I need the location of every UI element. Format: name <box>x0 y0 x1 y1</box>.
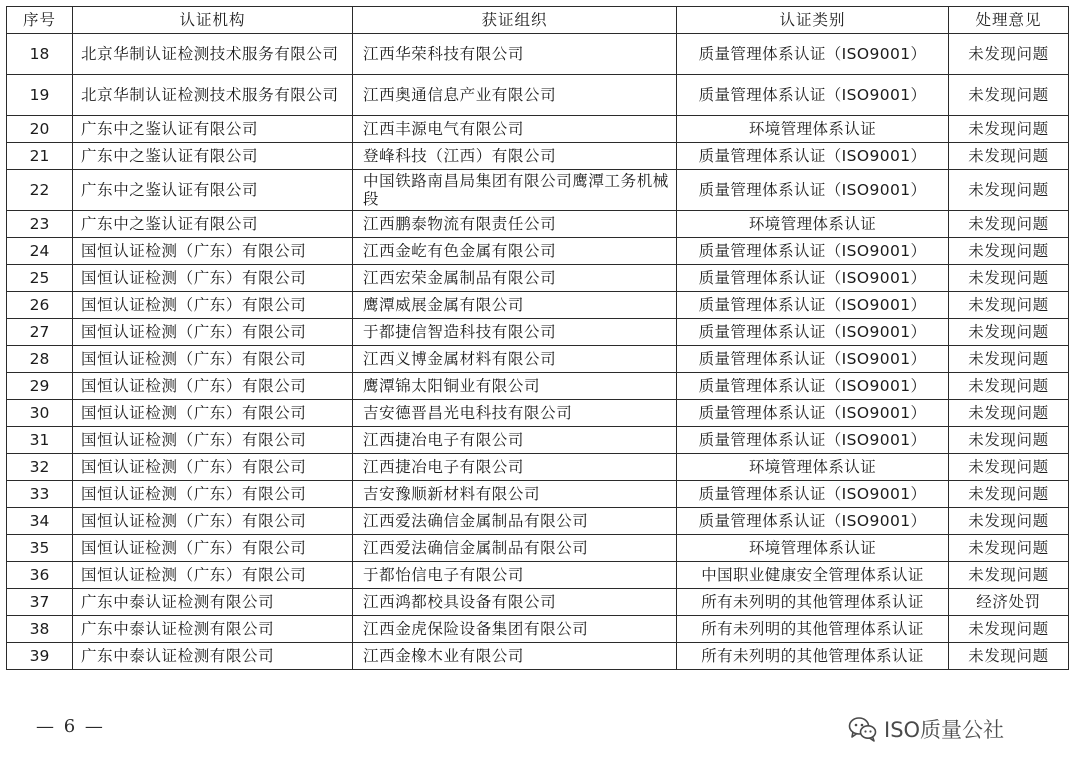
row-cert-type: 质量管理体系认证（ISO9001） <box>677 400 949 427</box>
row-result: 未发现问题 <box>949 170 1069 211</box>
row-organization: 鹰潭威展金属有限公司 <box>353 292 677 319</box>
table-header-row <box>7 7 1069 34</box>
watermark-text: ISO质量公社 <box>884 718 1005 742</box>
table-row <box>7 454 1069 481</box>
row-organization: 于都怡信电子有限公司 <box>353 562 677 589</box>
row-organization: 江西爱法确信金属制品有限公司 <box>353 508 677 535</box>
row-agency: 国恒认证检测（广东）有限公司 <box>73 292 353 319</box>
row-number: 35 <box>7 535 73 562</box>
table-row <box>7 116 1069 143</box>
row-agency: 北京华制认证检测技术服务有限公司 <box>73 75 353 116</box>
row-number: 27 <box>7 319 73 346</box>
table-row <box>7 427 1069 454</box>
row-organization: 江西丰源电气有限公司 <box>353 116 677 143</box>
row-number: 28 <box>7 346 73 373</box>
row-organization: 江西金虎保险设备集团有限公司 <box>353 616 677 643</box>
row-cert-type: 质量管理体系认证（ISO9001） <box>677 292 949 319</box>
row-cert-type: 所有未列明的其他管理体系认证 <box>677 616 949 643</box>
row-cert-type: 质量管理体系认证（ISO9001） <box>677 373 949 400</box>
table-row <box>7 373 1069 400</box>
row-result: 未发现问题 <box>949 508 1069 535</box>
row-organization: 江西捷冶电子有限公司 <box>353 427 677 454</box>
header-organization: 获证组织 <box>353 7 677 34</box>
row-organization: 江西奥通信息产业有限公司 <box>353 75 677 116</box>
row-cert-type: 质量管理体系认证（ISO9001） <box>677 143 949 170</box>
table-row <box>7 75 1069 116</box>
row-result: 经济处罚 <box>949 589 1069 616</box>
table-row <box>7 319 1069 346</box>
row-agency: 国恒认证检测（广东）有限公司 <box>73 454 353 481</box>
row-number: 26 <box>7 292 73 319</box>
row-agency: 国恒认证检测（广东）有限公司 <box>73 508 353 535</box>
row-cert-type: 质量管理体系认证（ISO9001） <box>677 481 949 508</box>
row-number: 30 <box>7 400 73 427</box>
row-result: 未发现问题 <box>949 346 1069 373</box>
row-agency: 国恒认证检测（广东）有限公司 <box>73 535 353 562</box>
row-result: 未发现问题 <box>949 400 1069 427</box>
row-agency: 广东中之鉴认证有限公司 <box>73 116 353 143</box>
wechat-icon <box>848 715 878 743</box>
row-organization: 江西捷冶电子有限公司 <box>353 454 677 481</box>
row-number: 37 <box>7 589 73 616</box>
row-result: 未发现问题 <box>949 143 1069 170</box>
row-result: 未发现问题 <box>949 238 1069 265</box>
row-number: 39 <box>7 643 73 670</box>
row-cert-type: 质量管理体系认证（ISO9001） <box>677 265 949 292</box>
table-row <box>7 211 1069 238</box>
row-organization: 鹰潭锦太阳铜业有限公司 <box>353 373 677 400</box>
row-cert-type: 环境管理体系认证 <box>677 211 949 238</box>
row-organization: 江西华荣科技有限公司 <box>353 34 677 75</box>
row-agency: 广东中泰认证检测有限公司 <box>73 589 353 616</box>
row-cert-type: 质量管理体系认证（ISO9001） <box>677 170 949 211</box>
certification-table-container <box>6 6 1068 670</box>
row-result: 未发现问题 <box>949 535 1069 562</box>
row-organization: 江西金屹有色金属有限公司 <box>353 238 677 265</box>
row-number: 20 <box>7 116 73 143</box>
row-result: 未发现问题 <box>949 427 1069 454</box>
row-number: 24 <box>7 238 73 265</box>
row-cert-type: 质量管理体系认证（ISO9001） <box>677 319 949 346</box>
table-row <box>7 143 1069 170</box>
row-number: 33 <box>7 481 73 508</box>
row-organization: 江西鸿都校具设备有限公司 <box>353 589 677 616</box>
row-number: 36 <box>7 562 73 589</box>
row-number: 25 <box>7 265 73 292</box>
table-row <box>7 170 1069 211</box>
row-organization: 吉安豫顺新材料有限公司 <box>353 481 677 508</box>
table-row <box>7 589 1069 616</box>
certification-table <box>6 6 1069 670</box>
row-number: 34 <box>7 508 73 535</box>
row-agency: 广东中之鉴认证有限公司 <box>73 211 353 238</box>
row-agency: 国恒认证检测（广东）有限公司 <box>73 427 353 454</box>
row-cert-type: 环境管理体系认证 <box>677 454 949 481</box>
table-row <box>7 238 1069 265</box>
row-cert-type: 质量管理体系认证（ISO9001） <box>677 508 949 535</box>
row-result: 未发现问题 <box>949 616 1069 643</box>
row-cert-type: 质量管理体系认证（ISO9001） <box>677 34 949 75</box>
header-result: 处理意见 <box>949 7 1069 34</box>
row-cert-type: 质量管理体系认证（ISO9001） <box>677 238 949 265</box>
header-number: 序号 <box>7 7 73 34</box>
row-result: 未发现问题 <box>949 292 1069 319</box>
row-organization: 江西金橡木业有限公司 <box>353 643 677 670</box>
row-number: 32 <box>7 454 73 481</box>
row-organization: 江西爱法确信金属制品有限公司 <box>353 535 677 562</box>
row-cert-type: 环境管理体系认证 <box>677 535 949 562</box>
row-result: 未发现问题 <box>949 373 1069 400</box>
row-agency: 北京华制认证检测技术服务有限公司 <box>73 34 353 75</box>
row-agency: 国恒认证检测（广东）有限公司 <box>73 562 353 589</box>
row-cert-type: 质量管理体系认证（ISO9001） <box>677 427 949 454</box>
row-number: 23 <box>7 211 73 238</box>
row-agency: 国恒认证检测（广东）有限公司 <box>73 481 353 508</box>
row-cert-type: 所有未列明的其他管理体系认证 <box>677 589 949 616</box>
row-number: 19 <box>7 75 73 116</box>
row-agency: 国恒认证检测（广东）有限公司 <box>73 373 353 400</box>
row-agency: 国恒认证检测（广东）有限公司 <box>73 346 353 373</box>
row-result: 未发现问题 <box>949 319 1069 346</box>
row-agency: 广东中之鉴认证有限公司 <box>73 170 353 211</box>
table-row <box>7 643 1069 670</box>
table-row <box>7 346 1069 373</box>
row-organization: 江西义博金属材料有限公司 <box>353 346 677 373</box>
row-agency: 国恒认证检测（广东）有限公司 <box>73 238 353 265</box>
table-row <box>7 535 1069 562</box>
table-row <box>7 616 1069 643</box>
row-agency: 广东中泰认证检测有限公司 <box>73 616 353 643</box>
row-number: 22 <box>7 170 73 211</box>
row-result: 未发现问题 <box>949 34 1069 75</box>
row-number: 38 <box>7 616 73 643</box>
row-number: 29 <box>7 373 73 400</box>
row-agency: 国恒认证检测（广东）有限公司 <box>73 319 353 346</box>
table-row <box>7 508 1069 535</box>
row-number: 31 <box>7 427 73 454</box>
row-cert-type: 中国职业健康安全管理体系认证 <box>677 562 949 589</box>
row-result: 未发现问题 <box>949 75 1069 116</box>
row-agency: 国恒认证检测（广东）有限公司 <box>73 265 353 292</box>
row-result: 未发现问题 <box>949 265 1069 292</box>
row-organization: 吉安德晋昌光电科技有限公司 <box>353 400 677 427</box>
row-number: 21 <box>7 143 73 170</box>
row-organization: 江西鹏泰物流有限责任公司 <box>353 211 677 238</box>
row-agency: 广东中泰认证检测有限公司 <box>73 643 353 670</box>
row-organization: 登峰科技（江西）有限公司 <box>353 143 677 170</box>
row-number: 18 <box>7 34 73 75</box>
row-result: 未发现问题 <box>949 116 1069 143</box>
row-cert-type: 质量管理体系认证（ISO9001） <box>677 346 949 373</box>
row-organization: 中国铁路南昌局集团有限公司鹰潭工务机械段 <box>353 170 677 211</box>
row-cert-type: 所有未列明的其他管理体系认证 <box>677 643 949 670</box>
table-row <box>7 265 1069 292</box>
table-row <box>7 562 1069 589</box>
table-row <box>7 292 1069 319</box>
row-cert-type: 环境管理体系认证 <box>677 116 949 143</box>
row-result: 未发现问题 <box>949 481 1069 508</box>
watermark <box>848 714 1004 744</box>
page-number: — 6 — <box>36 716 105 737</box>
header-agency: 认证机构 <box>73 7 353 34</box>
row-result: 未发现问题 <box>949 211 1069 238</box>
row-result: 未发现问题 <box>949 643 1069 670</box>
row-agency: 广东中之鉴认证有限公司 <box>73 143 353 170</box>
row-cert-type: 质量管理体系认证（ISO9001） <box>677 75 949 116</box>
table-row <box>7 400 1069 427</box>
row-agency: 国恒认证检测（广东）有限公司 <box>73 400 353 427</box>
table-row <box>7 481 1069 508</box>
table-row <box>7 34 1069 75</box>
header-cert-type: 认证类别 <box>677 7 949 34</box>
row-organization: 江西宏荣金属制品有限公司 <box>353 265 677 292</box>
row-organization: 于都捷信智造科技有限公司 <box>353 319 677 346</box>
row-result: 未发现问题 <box>949 562 1069 589</box>
row-result: 未发现问题 <box>949 454 1069 481</box>
